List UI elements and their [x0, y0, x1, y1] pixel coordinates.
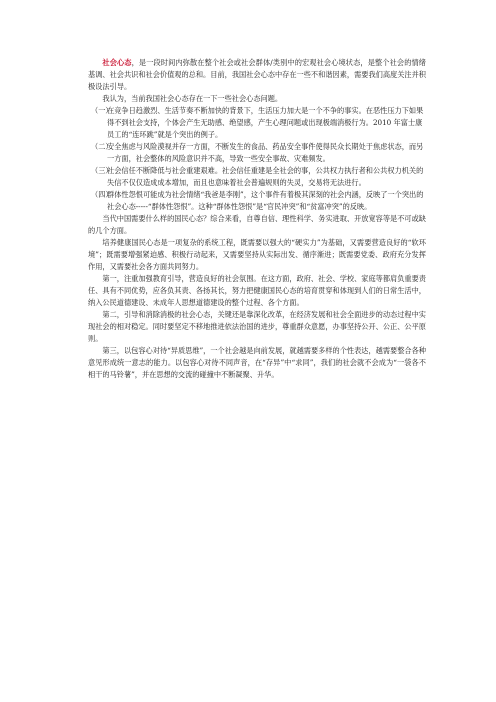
problems-intro: 我认为，当前我国社会心态存在一下一些社会心态问题。 — [102, 94, 283, 103]
list-item-2 — [88, 141, 426, 165]
list-item-number: （二） — [91, 142, 113, 151]
intro-text: ，是一段时间内弥散在整个社会或社会群体/类别中的宏观社会心境状态，是整个社会的情绪基调、社会共识和社会价值观的总和。目前，我国社会心态中存在一些不和谐因素，需要我们高度关注并积极设法引导。 — [88, 58, 426, 91]
list-item-text: 在竞争日趋激烈、生活节奏不断加快的背景下，生活压力加大是一个不争的事实。在恶性压力下如果得不到社会支持，个体会产生无助感、绝望感，产生心理问题或出现极端消极行为。2010 年富士康员工的“连环跳”就是个突出的例子。 — [107, 106, 424, 139]
intro-paragraph — [88, 57, 426, 93]
list-item-text: 群体性怨恨可能成为社会情绪“我爸是李刚”，这个事件有着极其深刻的社会内涵，反映了一个突出的社会心态-----“群体性怨恨”。这种“群体性怨恨”是“官民冲突”和“贫富冲突”的反映。 — [107, 190, 424, 211]
list-item-text: 社会信任不断降低与社会重建艰难。社会信任重建是全社会的事，公共权力执行者和公共权力机关的失信不仅仅造成成本增加，而且也意味着社会普遍规则的失灵，交易将无法进行。 — [107, 166, 424, 187]
list-item-4 — [88, 189, 426, 213]
list-item-number: （三） — [91, 166, 113, 175]
keyword-social-mentality: 社会心态 — [102, 58, 132, 67]
list-item-number: （一） — [91, 106, 113, 115]
cultivation-paragraph: 培养健康国民心态是一项复杂的系统工程，既需要以强大的“硬实力”为基础，又需要营造良好的“软环境”；既需要增强紧迫感、积极行动起来，又需要坚持从实际出发、循序渐进；既需要党委、政府充分发挥作用，又需要社会各方面共同努力。 — [88, 238, 426, 271]
list-item-1 — [88, 105, 426, 141]
measure-one-paragraph: 第一，注重加强教育引导，营造良好的社会氛围。在这方面，政府、社会、学校、家庭等都肩负重要责任、具有不同优势，应各负其责、各扬其长，努力把健康国民心态的培育贯穿和体现到人们的日常生活中，纳入公民道德建设、未成年人思想道德建设的整个过程、各个方面。 — [88, 274, 426, 307]
list-item-3 — [88, 165, 426, 189]
list-item-text: 安全焦虑与风险漠视并存一方面，不断发生的食品、药品安全事件使得民众长期处于焦虑状态，而另一方面，社会整体的风险意识并不高，导致一些安全事故、灾难频发。 — [107, 142, 424, 163]
document-body — [88, 57, 426, 381]
mentality-needed-paragraph: 当代中国需要什么样的国民心态？综合来看，自尊自信、理性科学、务实进取、开放宽容等是不可或缺的几个方面。 — [88, 214, 426, 235]
list-item-number: （四） — [91, 190, 113, 199]
measure-three-paragraph: 第三，以包容心对待“异质思维”，一个社会越是向前发展，就越需要多样的个性表达，越需要整合各种意见形成统一意志的能力。以包容心对待不同声音，在“存异”中“求同”，我们的社会就不会成为“一袋各不相干的马铃薯”，并在思想的交流的碰撞中不断凝聚、升华。 — [88, 346, 426, 379]
measure-two-paragraph: 第二，引导和消除消极的社会心态，关键还是靠深化改革，在经济发展和社会全面进步的动态过程中实现社会的相对稳定。同时要坚定不移地推进依法治国的进步，尊重群众意愿，办事坚持公开、公正、公平原则。 — [88, 310, 426, 343]
